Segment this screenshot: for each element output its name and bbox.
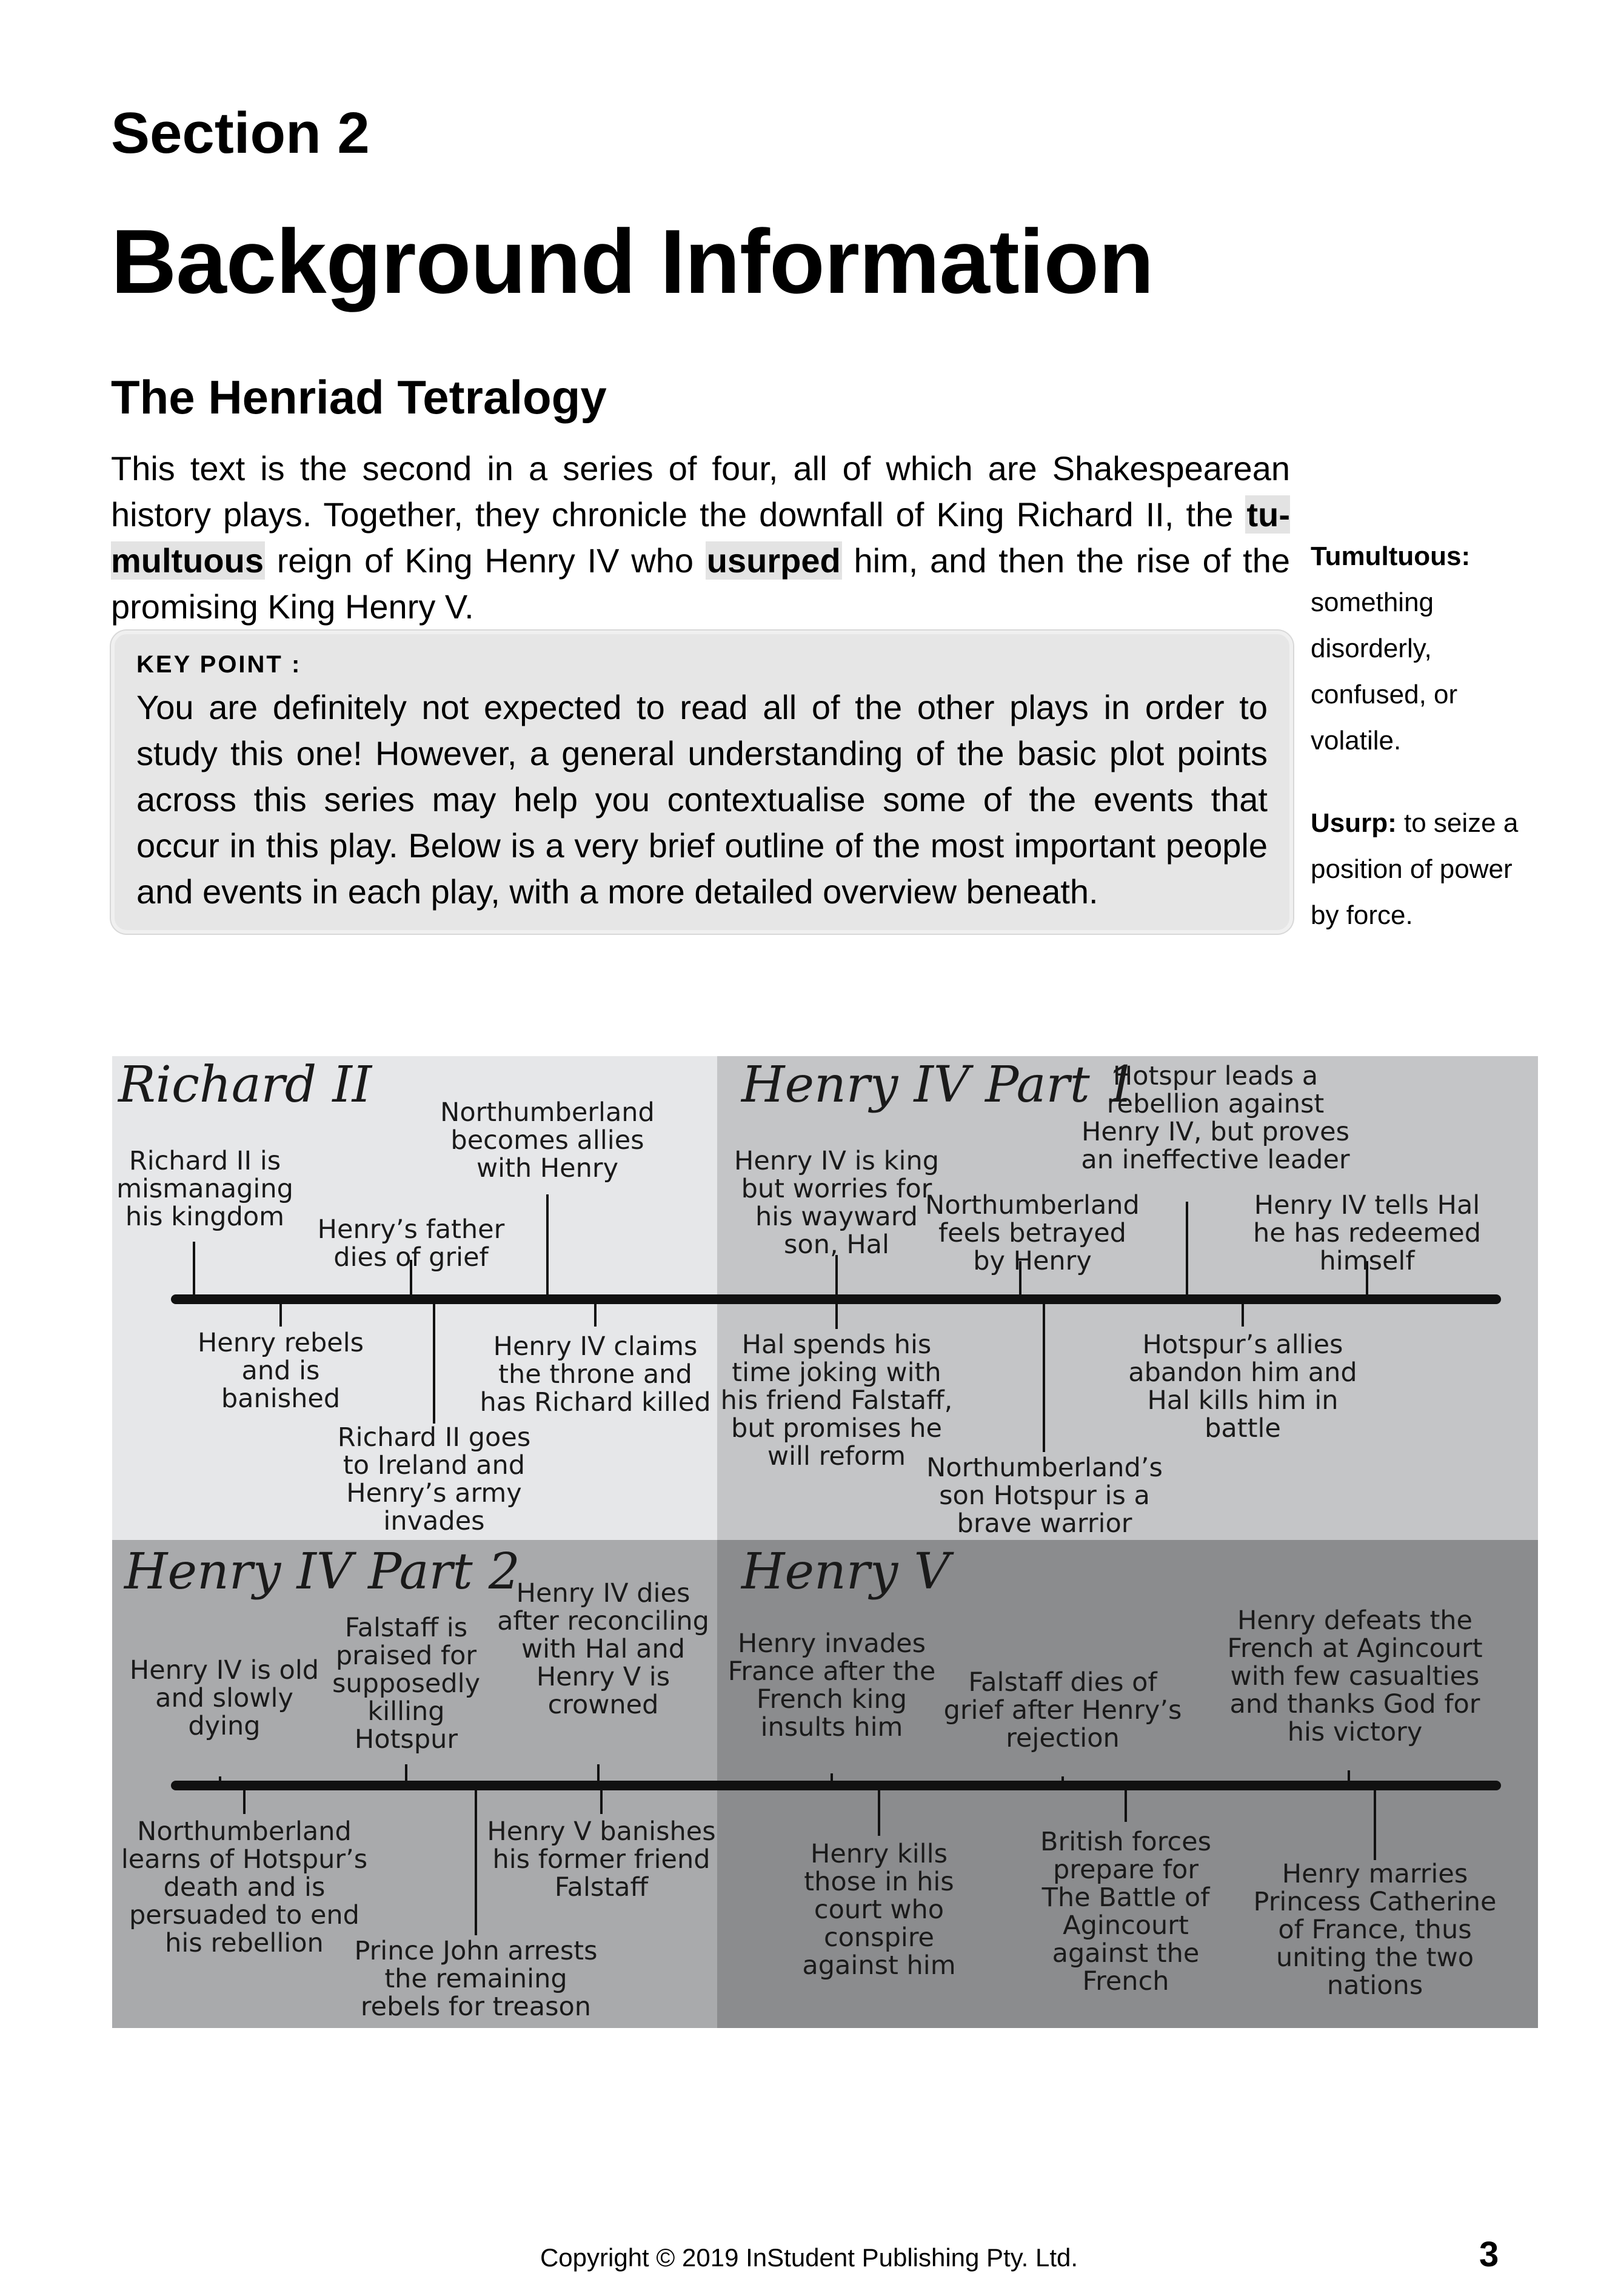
timeline-event: Henry IV dies after reconciling with Hal and Henry V is crowned — [497, 1578, 709, 1720]
intro-text: him, and then the rise of the promising King Henry V. — [111, 541, 1290, 626]
timeline-event: Henry marries Princess Catherine of France, thus uniting the two nations — [1253, 1859, 1497, 2001]
timeline-event: Henry defeats the French at Agincourt with few casualties and thanks God for his victory — [1227, 1605, 1483, 1747]
timeline-event: Henry IV is king but worries for his wayward son, Hal — [734, 1146, 940, 1260]
timeline-event: Northumberland becomes allies with Henry — [440, 1097, 655, 1183]
section-label: Section 2 — [111, 101, 370, 166]
timeline-event: Prince John arrests the remaining rebels for treason — [354, 1936, 598, 2022]
timeline-event: Richard II goes to Ireland and Henry’s army invades — [337, 1422, 531, 1536]
timeline-event: Northumberland’s son Hotspur is a brave warrior — [926, 1453, 1163, 1539]
timeline-event: Northumberland feels betrayed by Henry — [925, 1190, 1140, 1276]
glossary-term-tumultuous: tu-multuous — [111, 495, 1290, 580]
timeline-event: Hotspur’s allies abandon him and Hal kills him in battle — [1128, 1330, 1357, 1444]
glossary-term-usurped: usurped — [706, 541, 841, 580]
panel-title: Henry IV Part 2 — [124, 1543, 520, 1601]
timeline-event: Henry IV is old and slowly dying — [129, 1655, 319, 1741]
key-point-label: KEY POINT : — [136, 651, 302, 678]
timeline-event: Henry invades France after the French king insults him — [727, 1628, 936, 1742]
page-number: 3 — [1479, 2235, 1499, 2274]
glossary-definition: to seize a position of power by force. — [1311, 808, 1519, 930]
timeline-event: Northumberland learns of Hotspur’s death and is persuaded to end his rebellion — [121, 1816, 368, 1958]
glossary-definition: something disorderly, confused, or volatile. — [1311, 587, 1458, 755]
subsection-title: The Henriad Tetralogy — [111, 370, 607, 424]
timeline-event: British forces prepare for The Battle of Agincourt against the French — [1040, 1827, 1211, 1996]
timeline-event: Henry kills those in his court who conspire against him — [802, 1839, 956, 1981]
timeline-event: Henry IV claims the throne and has Richard killed — [480, 1331, 711, 1417]
timeline-event: Richard II is mismanaging his kingdom — [116, 1146, 293, 1232]
timeline-event: Falstaff is praised for supposedly killing Hotspur — [332, 1613, 481, 1755]
footer-copyright: Copyright © 2019 InStudent Publishing Pty. Ltd. — [540, 2243, 1078, 2272]
glossary-term: Usurp: — [1311, 808, 1397, 838]
key-point-text: You are definitely not expected to read all of the other plays in order to study this one! However, a general understanding of the basic plot points across this series may help you contextualise some of the events that occur in this play. Below is a very brief outline of the most important people and events in each play, with a more detailed overview beneath. — [136, 688, 1268, 911]
timeline-event: Hal spends his time joking with his friend Falstaff, but promises he will reform — [720, 1330, 953, 1471]
panel-title: Henry V — [741, 1543, 950, 1601]
intro-text: reign of King Henry IV who — [264, 541, 706, 580]
panel-title: Richard II — [118, 1056, 372, 1114]
timeline-event: Henry V banishes his former friend Falstaff — [487, 1816, 716, 1903]
timeline-event: Henry’s father dies of grief — [317, 1214, 505, 1273]
glossary-term: Tumultuous: — [1311, 541, 1471, 571]
page-title: Background Information — [111, 210, 1154, 312]
timeline-event: Henry rebels and is banished — [197, 1328, 364, 1414]
panel-title: Henry IV Part 1 — [741, 1056, 1137, 1114]
timeline-event: Falstaff dies of grief after Henry’s rejection — [943, 1667, 1182, 1753]
intro-text: This text is the second in a series of four, all of which are Shakespearean history plays. Together, they chronicle the downfall of King Richard II, the — [111, 449, 1290, 534]
timeline-event: Hotspur leads a rebellion against Henry IV, but proves an ineffective leader — [1081, 1061, 1350, 1175]
timeline-event: Henry IV tells Hal he has redeemed himself — [1252, 1190, 1482, 1276]
